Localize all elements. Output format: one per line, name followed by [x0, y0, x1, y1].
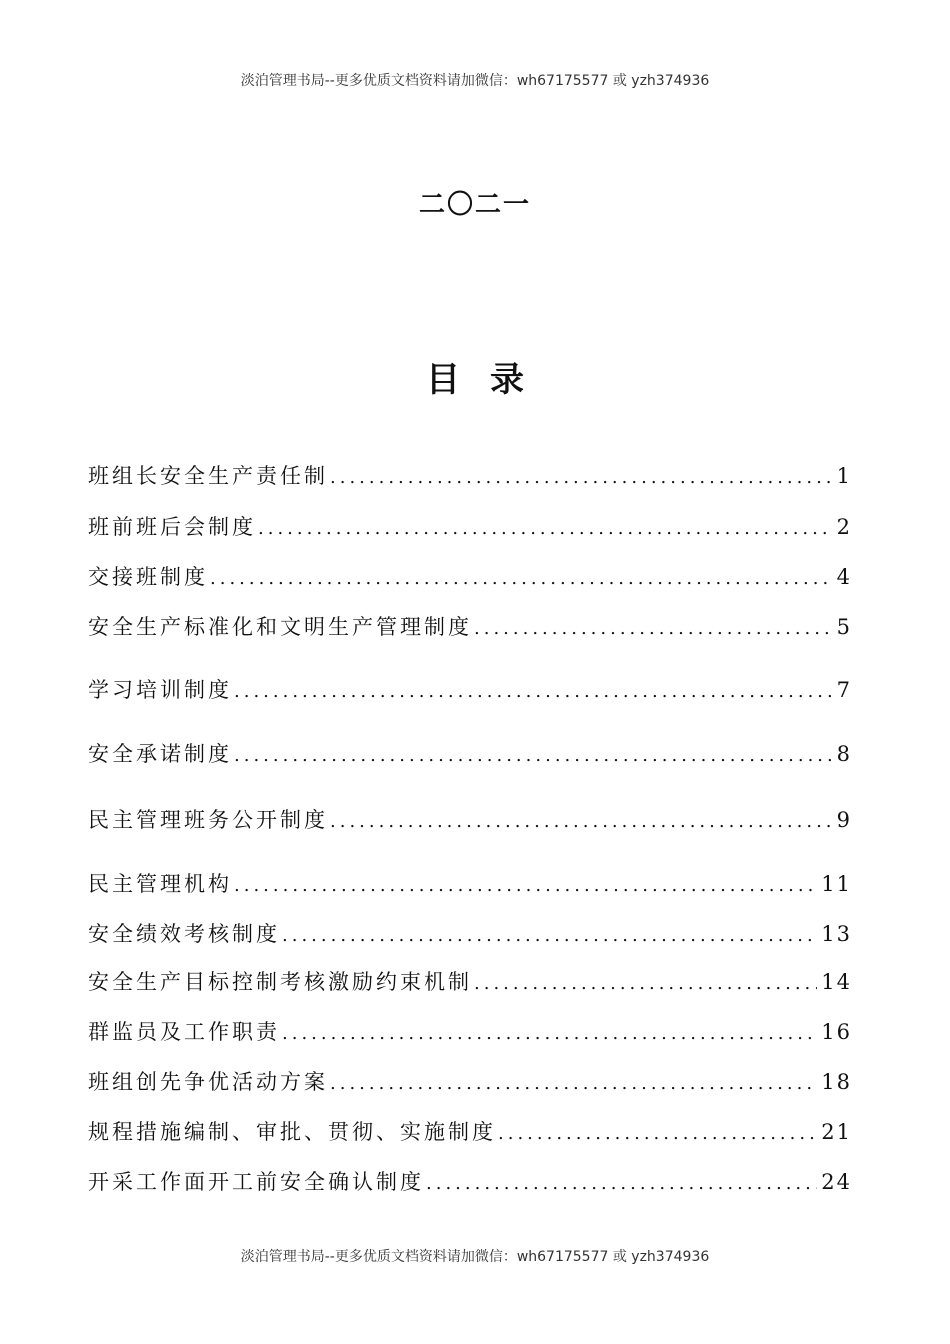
- toc-dot-leader: [474, 973, 817, 994]
- toc-entry[interactable]: [88, 1016, 852, 1046]
- toc-entry-page: 7: [836, 678, 852, 702]
- toc-dot-leader: [234, 681, 833, 702]
- toc-entry-label: 学习培训制度: [88, 678, 232, 702]
- toc-entry-label: 开采工作面开工前安全确认制度: [88, 1170, 424, 1194]
- toc-entry-page: 4: [836, 565, 852, 589]
- toc-dot-leader: [330, 811, 833, 832]
- toc-entry[interactable]: [88, 1166, 852, 1196]
- toc-entry[interactable]: [88, 561, 852, 591]
- toc-entry-label: 安全绩效考核制度: [88, 922, 280, 946]
- toc-entry[interactable]: [88, 868, 852, 898]
- toc-entry-page: 24: [821, 1170, 852, 1194]
- toc-entry[interactable]: [88, 1066, 852, 1096]
- toc-entry-label: 安全生产标准化和文明生产管理制度: [88, 615, 472, 639]
- toc-dot-leader: [282, 1023, 817, 1044]
- toc-entry-label: 班组创先争优活动方案: [88, 1070, 328, 1094]
- toc-entry-label: 民主管理机构: [88, 872, 232, 896]
- toc-dot-leader: [258, 518, 833, 539]
- toc-dot-leader: [330, 467, 833, 488]
- toc-title: 目录: [426, 360, 554, 400]
- toc-entry-page: 13: [821, 922, 852, 946]
- toc-dot-leader: [210, 568, 833, 589]
- toc-entry-page: 21: [821, 1120, 852, 1144]
- toc-dot-leader: [234, 745, 833, 766]
- toc-entry-page: 5: [836, 615, 852, 639]
- toc-entry[interactable]: [88, 918, 852, 948]
- toc-entry-page: 1: [836, 464, 852, 488]
- toc-entry-page: 11: [821, 872, 852, 896]
- toc-entry-label: 民主管理班务公开制度: [88, 808, 328, 832]
- toc-entry-page: 14: [821, 970, 852, 994]
- toc-entry-label: 班组长安全生产责任制: [88, 464, 328, 488]
- toc-entry[interactable]: [88, 804, 852, 834]
- toc-entry-label: 群监员及工作职责: [88, 1020, 280, 1044]
- toc-entry[interactable]: [88, 1116, 852, 1146]
- toc-dot-leader: [234, 875, 817, 896]
- toc-dot-leader: [474, 618, 833, 639]
- header-banner: 淡泊管理书局--更多优质文档资料请加微信：wh67175577 或 yzh374936: [240, 73, 710, 89]
- year-heading: 二〇二一: [418, 190, 531, 220]
- toc-entry[interactable]: [88, 966, 852, 996]
- toc-entry[interactable]: [88, 674, 852, 704]
- toc-entry-label: 安全生产目标控制考核激励约束机制: [88, 970, 472, 994]
- footer-banner: 淡泊管理书局--更多优质文档资料请加微信：wh67175577 或 yzh374936: [240, 1249, 710, 1265]
- toc-entry-page: 8: [836, 742, 852, 766]
- toc-entry-label: 安全承诺制度: [88, 742, 232, 766]
- toc-entry[interactable]: [88, 460, 852, 490]
- toc-entry[interactable]: [88, 511, 852, 541]
- toc-entry[interactable]: [88, 738, 852, 768]
- toc-entry-label: 规程措施编制、审批、贯彻、实施制度: [88, 1120, 496, 1144]
- toc-entry[interactable]: [88, 611, 852, 641]
- toc-dot-leader: [426, 1173, 817, 1194]
- toc-entry-page: 18: [821, 1070, 852, 1094]
- toc-entry-label: 班前班后会制度: [88, 515, 256, 539]
- toc-dot-leader: [498, 1123, 817, 1144]
- toc-dot-leader: [282, 925, 817, 946]
- toc-dot-leader: [330, 1073, 817, 1094]
- toc-entry-page: 2: [836, 515, 852, 539]
- toc-entry-label: 交接班制度: [88, 565, 208, 589]
- toc-entry-page: 9: [836, 808, 852, 832]
- toc-entry-page: 16: [821, 1020, 852, 1044]
